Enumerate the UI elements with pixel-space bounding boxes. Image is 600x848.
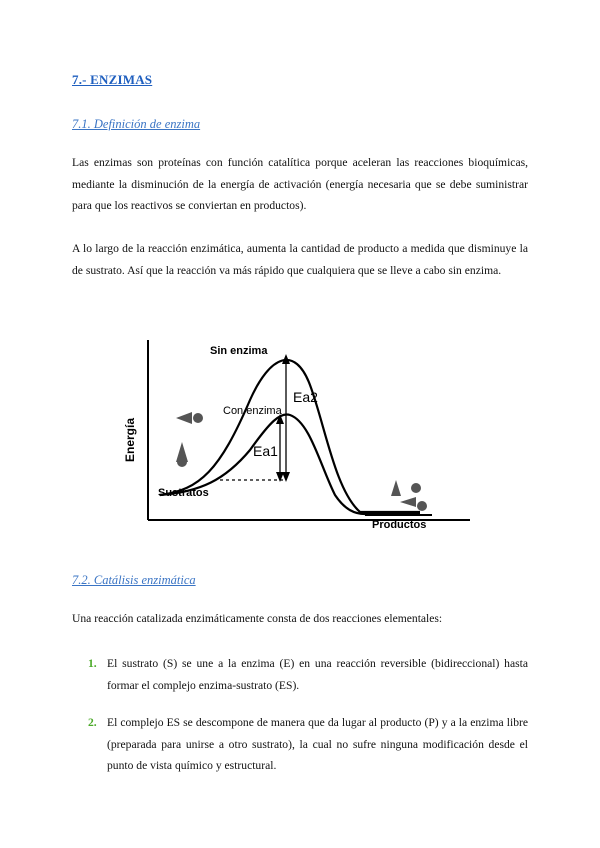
paragraph-catalisis-intro: Una reacción catalizada enzimáticamente consta de dos reacciones elementales: xyxy=(72,612,443,625)
label-ea1: Ea1 xyxy=(253,443,278,459)
curve-con-enzima xyxy=(160,414,420,514)
reaction-steps-list xyxy=(88,653,528,777)
substrate-shape-ball xyxy=(193,413,203,423)
y-axis-label: Energía xyxy=(123,417,137,463)
energy-diagram-svg xyxy=(120,330,476,540)
list-item-step-1 xyxy=(88,653,528,696)
paragraph-reaccion: A lo largo de la reacción enzimática, aumenta la cantidad de producto a medida que disminuye la de sustrato. Así que la reacción va más rápido que cualquiera que se lleve a cabo sin enzima. xyxy=(72,242,528,277)
list-item-step-2 xyxy=(88,712,528,777)
substrate-shape-ball-2 xyxy=(177,457,187,467)
subsection-title-definicion: 7.1. Definición de enzima xyxy=(72,117,201,131)
label-sin-enzima: Sin enzima xyxy=(210,345,268,357)
label-con-enzima: Con enzima xyxy=(223,405,282,417)
label-productos: Productos xyxy=(372,519,427,531)
label-sustratos: Sustratos xyxy=(158,487,209,499)
label-ea2: Ea2 xyxy=(293,389,318,405)
product-shape-cone-2 xyxy=(400,497,416,507)
product-shape-ball-2 xyxy=(417,501,427,511)
list-number-1: 1. xyxy=(88,657,97,670)
product-shape-ball xyxy=(411,483,421,493)
list-number-2: 2. xyxy=(88,716,97,729)
substrate-shape-cone-horizontal xyxy=(176,412,192,424)
paragraph-definicion: Las enzimas son proteínas con función catalítica porque aceleran las reacciones bioquímicas, mediante la disminución de la energía de activación (energía necesaria que se debe suministrar para que los reactivos se conviertan en productos). xyxy=(72,156,528,212)
product-shape-cone xyxy=(391,480,401,496)
list-text-1: El sustrato (S) se une a la enzima (E) en una reacción reversible (bidireccional) hasta formar el complejo enzima-sustrato (ES). xyxy=(107,657,528,692)
list-text-2: El complejo ES se descompone de manera que da lugar al producto (P) y a la enzima libre (preparada para unirse a otro sustrato), la cual no sufre ninguna modificación desde el punto de vista químico y estructural. xyxy=(107,716,528,772)
subsection-title-catalisis: 7.2. Catálisis enzimática xyxy=(72,573,196,587)
energy-diagram xyxy=(120,330,476,540)
section-title: 7.- ENZIMAS xyxy=(72,72,153,87)
